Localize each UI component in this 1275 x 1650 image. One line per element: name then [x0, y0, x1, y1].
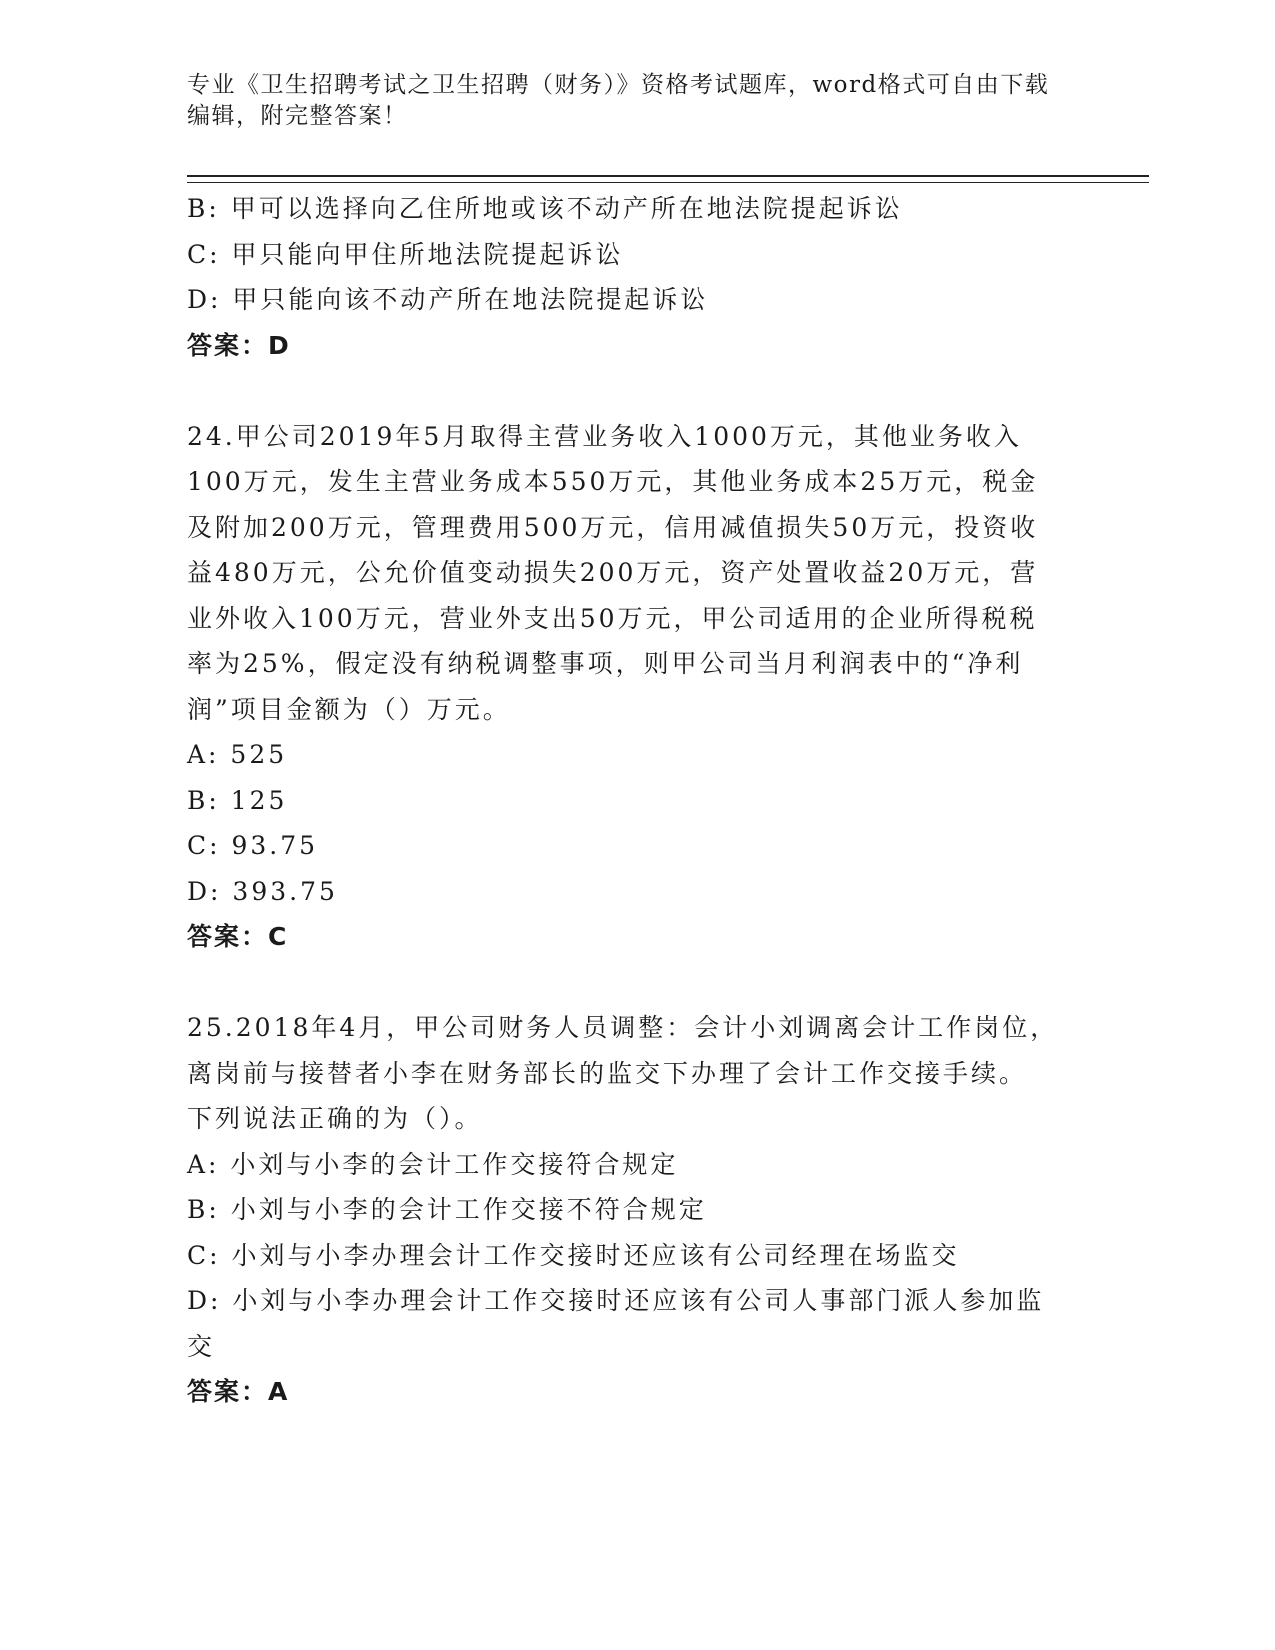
document-header	[187, 70, 1067, 132]
question-stem-line: 24.甲公司2019年5月取得主营业务收入1000万元，其他业务收入	[187, 421, 1022, 451]
option-d: D: 393.75	[187, 876, 338, 906]
option-c: C: 93.75	[187, 831, 319, 860]
question-stem-line: 及附加200万元，管理费用500万元，信用减值损失50万元，投资收	[187, 512, 1039, 542]
answer-line: 答案：D	[187, 330, 291, 360]
option-d: D: 甲只能向该不动产所在地法院提起诉讼	[187, 285, 709, 314]
option-a: A: 525	[187, 740, 288, 769]
question-23	[187, 186, 1087, 368]
question-25	[187, 1005, 1087, 1415]
spacer	[187, 960, 1087, 1006]
option-a: A: 小刘与小李的会计工作交接符合规定	[187, 1149, 679, 1179]
question-stem-line: 100万元，发生主营业务成本550万元，其他业务成本25万元，税金	[187, 467, 1039, 496]
question-24	[187, 414, 1087, 960]
header-line-1: 专业《卫生招聘考试之卫生招聘（财务）》资格考试题库，word格式可自由下载	[187, 72, 1050, 98]
question-stem-line: 离岗前与接替者小李在财务部长的监交下办理了会计工作交接手续。	[187, 1058, 1028, 1088]
question-stem-line: 下列说法正确的为（）。	[187, 1104, 483, 1133]
option-b: B: 甲可以选择向乙住所地或该不动产所在地法院提起诉讼	[187, 194, 903, 223]
header-rule-thin	[187, 182, 1149, 183]
spacer	[187, 368, 1087, 414]
option-d-continuation: 交	[187, 1331, 216, 1361]
option-b: B: 125	[187, 785, 288, 815]
header-rule-thick	[187, 175, 1149, 177]
option-b: B: 小刘与小李的会计工作交接不符合规定	[187, 1195, 707, 1224]
question-stem-line: 业外收入100万元，营业外支出50万元，甲公司适用的企业所得税税	[187, 603, 1038, 633]
question-stem-line: 益480万元，公允价值变动损失200万元，资产处置收益20万元，营	[187, 558, 1039, 587]
question-stem-line: 25.2018年4月，甲公司财务人员调整：会计小刘调离会计工作岗位，	[187, 1013, 1059, 1042]
question-stem-line: 润”项目金额为（）万元。	[187, 694, 511, 724]
option-d: D: 小刘与小李办理会计工作交接时还应该有公司人事部门派人参加监	[187, 1286, 1045, 1315]
answer-line: 答案：C	[187, 922, 289, 951]
option-c: C: 小刘与小李办理会计工作交接时还应该有公司经理在场监交	[187, 1240, 960, 1270]
header-line-2: 编辑，附完整答案！	[187, 103, 408, 129]
question-stem-line: 率为25%，假定没有纳税调整事项，则甲公司当月利润表中的“净利	[187, 649, 1024, 678]
option-c: C: 甲只能向甲住所地法院提起诉讼	[187, 239, 624, 269]
document-body	[187, 186, 1087, 1415]
answer-line: 答案：A	[187, 1377, 290, 1406]
